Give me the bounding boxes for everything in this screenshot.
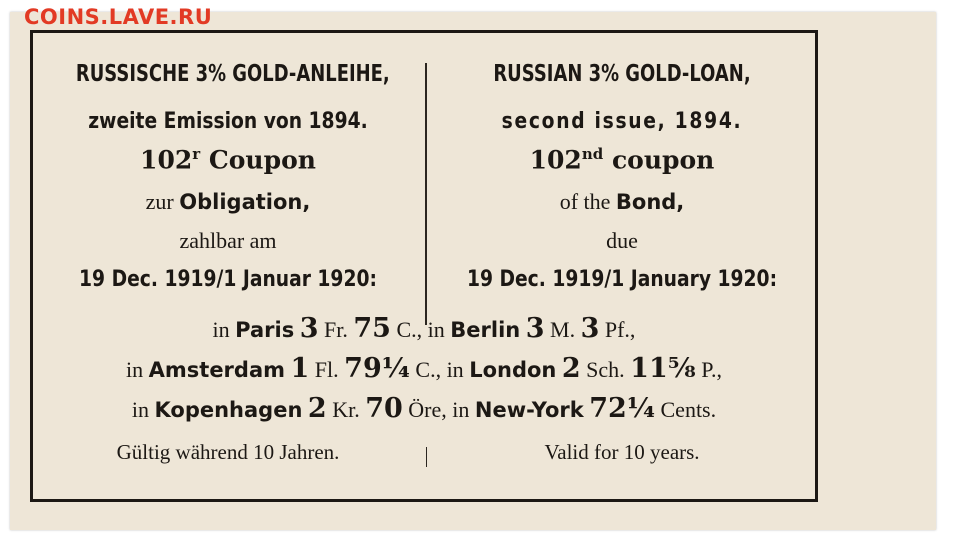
city-paris: Paris [235,318,295,342]
german-title: RUSSISCHE 3% GOLD-ANLEIHE, [75,61,390,87]
english-bond-prefix: of the [559,189,611,214]
amount-number: 3 [525,313,545,344]
amount-line-2 [33,353,815,384]
amount-number: 75 [353,313,391,344]
amount-unit: M. [550,317,576,342]
english-date: 19 Dec. 1919/1 January 1920: [466,267,778,292]
german-issue: zweite Emission von 1894. [88,109,368,134]
amount-unit: Fr. [324,317,348,342]
watermark: COINS.LAVE.RU [24,5,213,29]
city-london: London [469,358,557,382]
amount-unit: P., [701,357,722,382]
city-berlin: Berlin [450,318,521,342]
amount-number: 11⅝ [630,353,696,384]
english-coupon-sup: nd [581,145,604,163]
amount-unit: Öre, in [408,397,470,422]
english-column [427,33,817,295]
english-issue: second issue, 1894. [501,109,743,134]
german-column [33,33,423,295]
german-bond-word: Obligation, [179,190,311,214]
footer-english: Valid for 10 years. [544,440,700,464]
amount-number: 1 [290,353,310,384]
amount-number: 79¼ [344,353,410,384]
amount-text: in [131,397,149,422]
german-coupon-number: 102 [140,145,193,175]
english-payable: due [606,228,638,253]
amount-unit: C., in [396,317,445,342]
city-amsterdam: Amsterdam [148,358,285,382]
english-coupon-number: 102 [529,145,582,175]
english-bond [427,189,817,215]
footer-german: Gültig während 10 Jahren. [116,440,340,464]
amount-number: 3 [580,313,600,344]
amount-number: 70 [365,393,403,424]
amount-line-3 [33,393,815,424]
german-payable: zahlbar am [179,228,277,253]
amount-unit: Cents. [660,397,717,422]
german-coupon-sup: r [192,145,201,163]
amount-unit: Pf., [604,317,636,342]
amount-number: 2 [561,353,581,384]
amount-unit: C., in [415,357,464,382]
amount-line-1 [33,313,815,344]
english-coupon [427,145,817,174]
amount-unit: Fl. [314,357,339,382]
amount-unit: Sch. [586,357,625,382]
city-kopenhagen: Kopenhagen [154,398,303,422]
english-coupon-word: coupon [611,145,715,175]
amount-number: 3 [299,313,319,344]
german-bond [33,189,423,215]
amount-unit: Kr. [332,397,360,422]
german-date: 19 Dec. 1919/1 Januar 1920: [79,267,377,292]
english-bond-word: Bond, [615,190,685,214]
german-coupon-word: Coupon [208,145,316,175]
city-new-york: New-York [474,398,584,422]
german-coupon [33,145,423,174]
amount-text: in [212,317,230,342]
amount-number: 72¼ [589,393,655,424]
english-title: RUSSIAN 3% GOLD-LOAN, [493,61,751,87]
coupon-frame [30,30,818,502]
amount-number: 2 [307,393,327,424]
amount-text: in [126,357,144,382]
german-bond-prefix: zur [145,189,174,214]
